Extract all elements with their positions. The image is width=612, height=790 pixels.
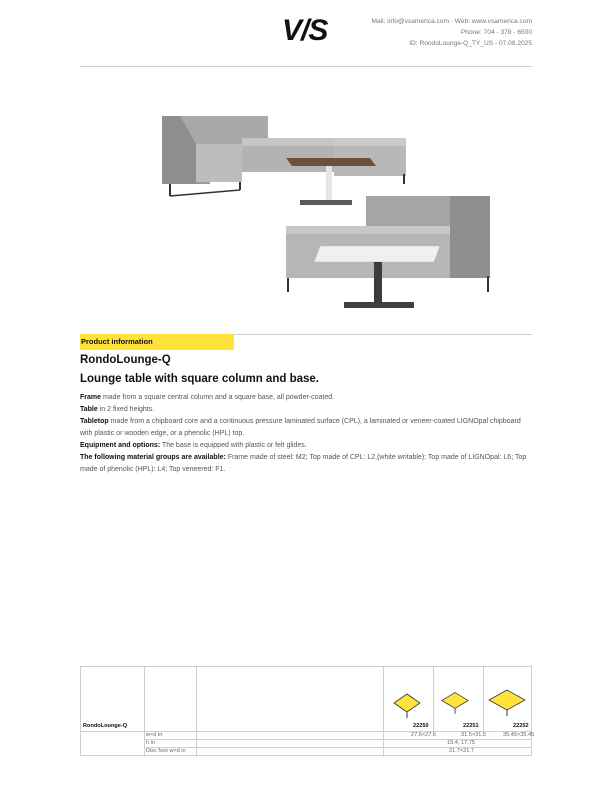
description-label: Equipment and options: bbox=[80, 442, 161, 449]
table-top-icon bbox=[392, 691, 422, 721]
description-paragraph bbox=[80, 452, 532, 476]
product-photo bbox=[150, 86, 502, 322]
description-label: The following material groups are available: bbox=[80, 454, 226, 461]
row-label: w×d in bbox=[146, 732, 163, 738]
table-cell: 15.4; 17.75 bbox=[447, 740, 475, 746]
description-paragraph bbox=[80, 440, 532, 452]
document-id: ID: RondoLounge-Q_TY_US - 07.08.2025 bbox=[409, 40, 532, 47]
table-divider bbox=[433, 667, 434, 731]
row-label: Disc foot w×d in bbox=[146, 748, 186, 754]
product-description bbox=[80, 392, 532, 476]
description-label: Tabletop bbox=[80, 418, 109, 425]
phone-line: Phone: 704 - 378 - 6500 bbox=[460, 29, 532, 36]
description-text: made from a square central column and a square base, all powder-coated. bbox=[101, 394, 335, 401]
table-divider bbox=[196, 667, 197, 757]
table-cell: 35.45×35.45 bbox=[503, 732, 535, 738]
description-paragraph bbox=[80, 404, 532, 416]
header-divider bbox=[80, 66, 532, 67]
description-paragraph bbox=[80, 416, 532, 440]
description-label: Table bbox=[80, 406, 98, 413]
description-text: The base is equipped with plastic or felt glides. bbox=[160, 442, 307, 449]
product-subtitle: Lounge table with square column and base. bbox=[80, 373, 319, 385]
description-paragraph bbox=[80, 392, 532, 404]
model-number: 22250 bbox=[413, 723, 429, 729]
description-text: made from a chipboard core and a continuous pressure laminated surface (CPL), a laminated or veneer-coated LIGNOpal chipboard with plastic or wooden edge, or a phenolic (HPL) top. bbox=[80, 418, 521, 437]
vs-logo: V/S bbox=[282, 14, 328, 47]
table-divider bbox=[483, 667, 484, 731]
table-divider bbox=[383, 667, 384, 757]
table-top-icon bbox=[440, 689, 470, 719]
spec-table bbox=[80, 666, 535, 756]
row-label: h in bbox=[146, 740, 156, 746]
table-cell: 27.6×27.6 bbox=[411, 732, 437, 738]
section-tag: Product information bbox=[80, 334, 234, 350]
table-cell: 31.5×31.5 bbox=[461, 732, 487, 738]
contact-line: Mail: info@vsamerica.com · Web: www.vsamerica.com bbox=[371, 18, 532, 25]
description-text: Frame made of steel: M2; Top made of CPL: L2,(white writable); Top made of LIGNOpal: L6; Top made of phenolic (HPL): L4; Top veneered: F1. bbox=[80, 454, 527, 473]
contact-block bbox=[372, 16, 532, 49]
description-label: Frame bbox=[80, 394, 102, 401]
description-text: in 2 fixed heights. bbox=[97, 406, 155, 413]
table-cell: 21.7×21.7 bbox=[449, 748, 475, 754]
model-number: 22251 bbox=[463, 723, 479, 729]
product-name: RondoLounge-Q bbox=[80, 354, 171, 366]
table-top-icon bbox=[487, 687, 527, 721]
model-number: 22252 bbox=[513, 723, 529, 729]
table-divider bbox=[144, 667, 145, 757]
table-product-label: RondoLounge-Q bbox=[83, 723, 128, 729]
